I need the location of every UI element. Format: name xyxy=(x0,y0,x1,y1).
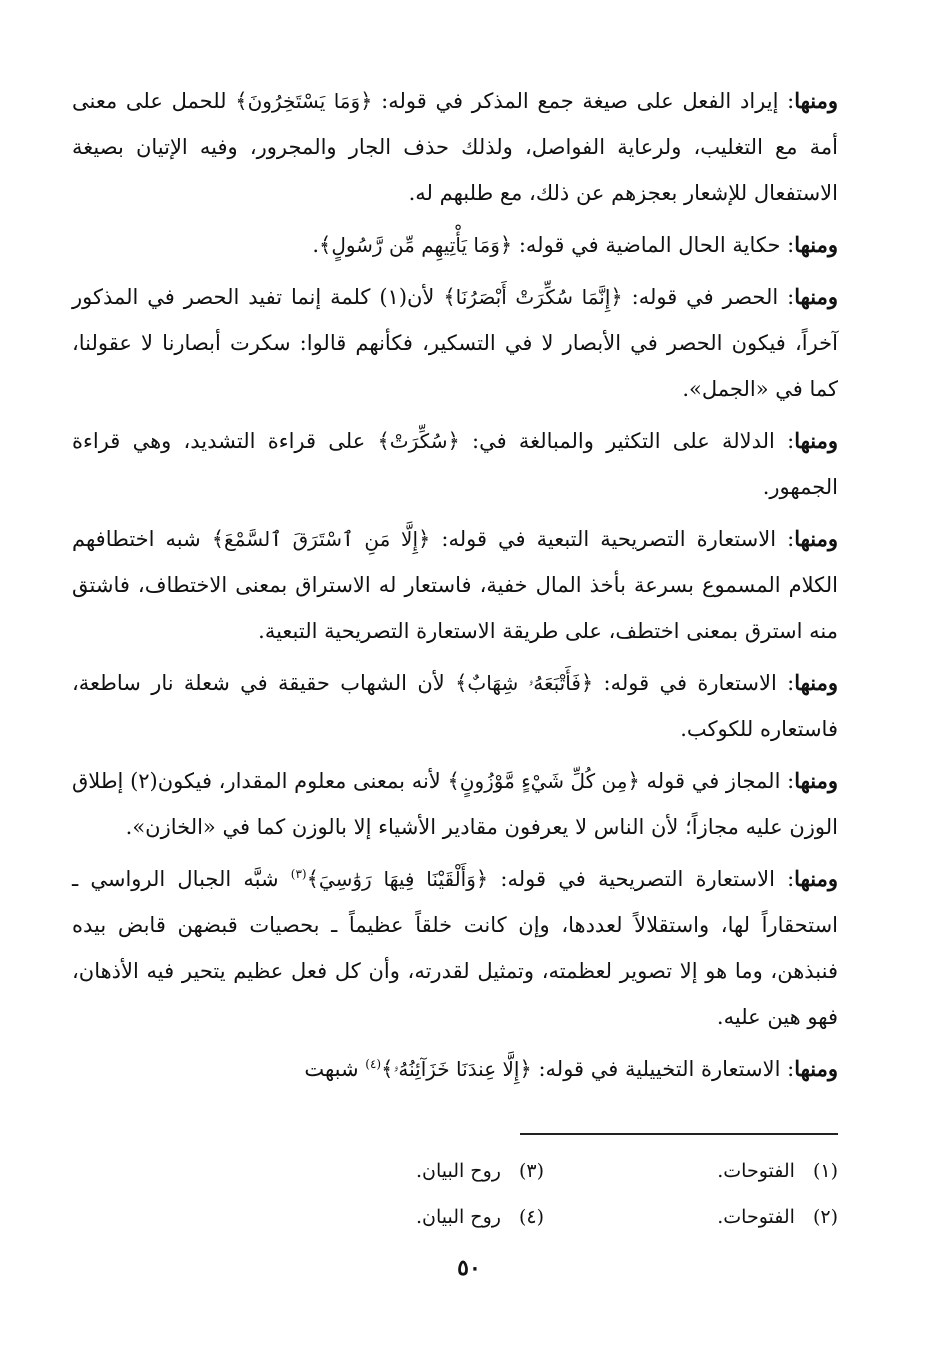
paragraph-text: : إيراد الفعل على صيغة جمع المذكر في قوله: xyxy=(372,89,795,113)
paragraph-lead: ومنها xyxy=(794,526,839,551)
footnote-ref: (٣) xyxy=(290,867,307,881)
paragraph-text: : الاستعارة التخييلية في قوله: xyxy=(531,1057,795,1081)
quran-bracket-close: ﴾ xyxy=(319,233,332,257)
paragraph xyxy=(72,418,838,510)
paragraph-text: : الاستعارة التصريحية في قوله: xyxy=(488,867,795,891)
footnote-divider xyxy=(520,1133,838,1135)
quran-bracket-close: ﴾ xyxy=(455,671,468,695)
quran-quote: إِنَّمَا سُكِّرَتْ أَبْصَرُنَا xyxy=(455,285,611,309)
quran-bracket-close: ﴾ xyxy=(235,89,248,113)
quran-quote: فَأَتْبَعَهُۥ شِهَابٌ xyxy=(467,671,581,695)
quran-bracket-close: ﴾ xyxy=(381,1057,394,1081)
paragraph-text: : حكاية الحال الماضية في قوله: xyxy=(512,233,795,257)
paragraph xyxy=(72,1046,838,1092)
page-number: ٥٠ xyxy=(457,1255,481,1281)
paragraph xyxy=(72,274,838,412)
paragraph-lead: ومنها xyxy=(794,866,838,891)
quran-quote: إِلَّا مَنِ ٱسْتَرَقَ ٱلسَّمْعَ xyxy=(224,527,419,551)
quran-quote: وَمَا يَأْتِيهِم مِّن رَّسُولٍ xyxy=(331,233,500,257)
quran-bracket-open: ﴿ xyxy=(519,1057,532,1081)
paragraph-text: : الاستعارة التصريحية التبعية في قوله: xyxy=(430,527,795,551)
quran-bracket-close: ﴾ xyxy=(447,769,460,793)
quran-bracket-open: ﴿ xyxy=(447,429,460,453)
footnote-text: روح البيان. xyxy=(415,1160,501,1182)
footnote-text: روح البيان. xyxy=(415,1206,501,1228)
quran-quote: سُكِّرَتْ xyxy=(389,429,448,453)
paragraph-lead: ومنها xyxy=(794,232,838,257)
quran-bracket-close: ﴾ xyxy=(443,285,456,309)
paragraph-text: شبَّه الجبال الرواسي ـ استحقاراً لها، واستقلالاً لعددها، وإن كانت خلقاً عظيماً ـ بحصيات قبضهن قابض بيده فنبذهن، وما هو إلا تصوير لعظمته، وتمثيل لقدرته، وأن كل فعل عظيم يتحير فيه الأذهان، فهو هين عليه. xyxy=(72,867,838,1029)
footnote-number: (٢) xyxy=(812,1206,838,1228)
quran-quote: مِن كُلِّ شَيْءٍ مَّوْزُونٍ xyxy=(459,769,628,793)
quran-bracket-open: ﴿ xyxy=(475,867,489,891)
footnote xyxy=(584,1194,838,1240)
footnote-text: الفتوحات. xyxy=(717,1160,795,1182)
quran-bracket-open: ﴿ xyxy=(610,285,623,309)
paragraph-text: لأن(١) كلمة إنما تفيد الحصر في المذكور آخراً، فيكون الحصر في الأبصار لا في التسكير، فكأنهم قالوا: سكرت أبصارنا لا عقولنا، كما في «الجمل». xyxy=(72,285,838,401)
paragraph-text: : المجاز في قوله xyxy=(639,769,795,793)
main-text xyxy=(72,78,838,1098)
paragraph-text: للحمل على معنى أمة مع التغليب، ولرعاية الفواصل، ولذلك حذف الجار والمجرور، وفيه الإتيان بصيغة الاستفعال للإشعار بعجزهم عن ذلك، مع طلبهم له. xyxy=(72,89,838,205)
paragraph-text: على قراءة التشديد، وهي قراءة الجمهور. xyxy=(72,429,838,499)
paragraph-lead: ومنها xyxy=(794,768,838,793)
quran-bracket-open: ﴿ xyxy=(627,769,640,793)
paragraph-lead: ومنها xyxy=(794,284,838,309)
quran-bracket-open: ﴿ xyxy=(418,527,431,551)
quran-bracket-open: ﴿ xyxy=(360,89,373,113)
quran-bracket-close: ﴾ xyxy=(306,867,319,891)
paragraph xyxy=(72,660,838,752)
paragraph-text: لأنه بمعنى معلوم المقدار، فيكون(٢) إطلاق الوزن عليه مجازاً؛ لأن الناس لا يعرفون مقادير الأشياء إلا بالوزن كما في «الخازن». xyxy=(72,769,838,839)
paragraph-text: لأن الشهاب حقيقة في شعلة نار ساطعة، فاستعاره للكوكب. xyxy=(72,671,838,741)
paragraph-text: . xyxy=(312,233,319,257)
quran-quote: وَمَا يَسْتَخِرُونَ xyxy=(247,89,361,113)
footnote-number: (٣) xyxy=(518,1160,544,1182)
paragraph xyxy=(72,222,838,268)
paragraph xyxy=(72,78,838,216)
paragraph xyxy=(72,856,838,1040)
footnote xyxy=(584,1148,838,1194)
footnote-number: (٤) xyxy=(518,1206,544,1228)
paragraph-text: : الحصر في قوله: xyxy=(622,285,795,309)
footnote xyxy=(290,1194,544,1240)
quran-bracket-close: ﴾ xyxy=(377,429,390,453)
footnote-ref: (٤) xyxy=(365,1057,382,1071)
quran-bracket-open: ﴿ xyxy=(499,233,513,257)
paragraph-lead: ومنها xyxy=(794,88,839,113)
paragraph xyxy=(72,516,838,654)
paragraph-text: : الدلالة على التكثير والمبالغة في: xyxy=(459,429,795,453)
footnote xyxy=(290,1148,544,1194)
paragraph-text: : الاستعارة في قوله: xyxy=(593,671,795,695)
paragraph-lead: ومنها xyxy=(794,670,839,695)
paragraph-text: شبهت xyxy=(304,1057,366,1081)
quran-bracket-close: ﴾ xyxy=(211,527,225,551)
paragraph xyxy=(72,758,838,850)
quran-bracket-open: ﴿ xyxy=(580,671,594,695)
paragraph-lead: ومنها xyxy=(794,1056,838,1081)
paragraph-lead: ومنها xyxy=(794,428,838,453)
footnote-number: (١) xyxy=(812,1160,838,1182)
footnote-text: الفتوحات. xyxy=(717,1206,795,1228)
quran-quote: وَأَلْقَيْنَا فِيهَا رَوَٰسِيَ xyxy=(318,867,476,891)
quran-quote: إِلَّا عِندَنَا خَزَآئِنُهُۥ xyxy=(393,1057,520,1081)
paragraph-text: شبه اختطافهم الكلام المسموع بسرعة بأخذ المال خفية، فاستعار له الاستراق بمعنى الاختطاف، فاشتق منه استرق بمعنى اختطف، على طريقة الاستعارة التصريحية التبعية. xyxy=(72,527,838,643)
footnotes xyxy=(290,1148,838,1240)
